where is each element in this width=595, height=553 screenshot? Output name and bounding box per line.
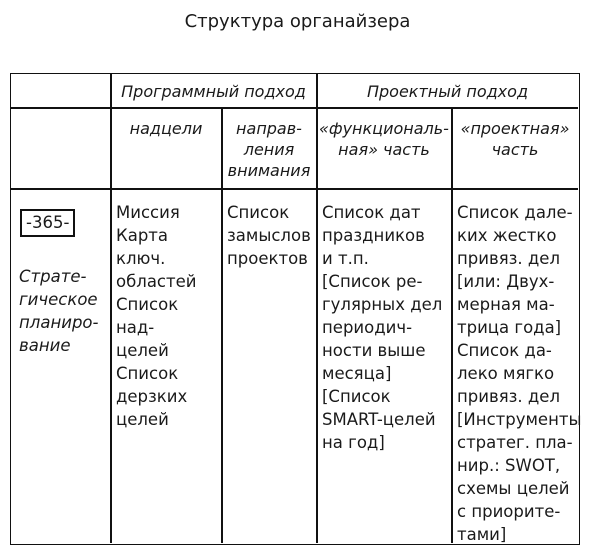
header-project-part: «проектная» часть [460,119,570,159]
header-divider-top [11,107,578,109]
header-project-approach: Проектный подход [366,82,528,101]
organizer-table [10,73,580,545]
header-functional-part: «функциональ- ная» часть [319,119,449,159]
header-program-approach: Программный подход [121,82,306,101]
header-napravleniya: направ- ления внимания [227,119,311,180]
cell-project-part: Список дале- ких жестко привяз. дел [или: Двух- мерная ма- трица года] Список да- леко мягко привяз. дел [Инструменты стратег. пла- нир.: SWOT, схемы целей с приорите- тами] [457,203,582,544]
cell-napravleniya: Список замыслов проектов [227,203,311,268]
cell-functional-part: Список дат праздников и т.п. [Список ре- гулярных дел периодич- ности выше месяца] [Список SMART-целей на год] [322,203,443,452]
header-divider-bottom [11,188,578,190]
cell-nadceli: Миссия Карта ключ. областей Список над- целей Список дерзких целей [116,203,197,429]
page-title: Структура органайзера [184,11,411,32]
header-nadceli: надцели [129,119,203,138]
col-divider-1 [110,74,112,543]
row-label-strategic-planning: Страте- гическое планиро- вание [19,267,99,355]
page-number-box: -365- [20,209,75,237]
